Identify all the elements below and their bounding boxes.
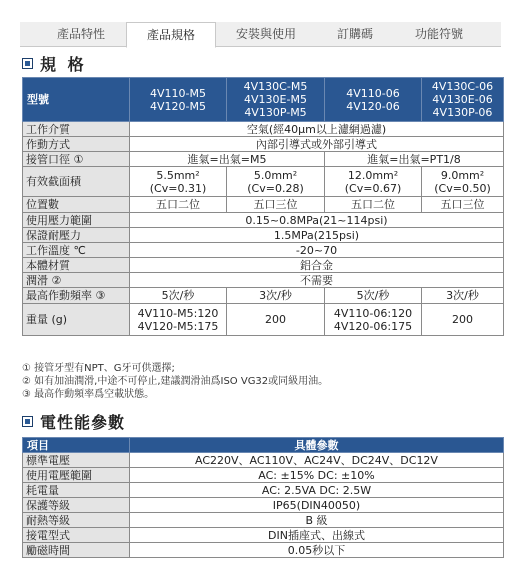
- row-value: 200: [422, 304, 504, 336]
- row-value: 12.0mm² (Cv=0.67): [325, 167, 422, 197]
- electrical-row: [23, 483, 504, 498]
- spec-heading: [22, 54, 87, 72]
- footnotes: [22, 362, 328, 401]
- electrical-row: [23, 498, 504, 513]
- row-value: 3次/秒: [422, 288, 504, 304]
- spec-row-medium: [23, 122, 504, 137]
- model-name: 4V130E-M5: [244, 93, 307, 106]
- electrical-table: [22, 437, 504, 558]
- square-bullet-icon: [22, 416, 33, 427]
- row-value: 不需要: [130, 273, 504, 288]
- row-label: 耐熱等級: [23, 513, 130, 528]
- row-value: 1.5MPa(215psi): [130, 228, 504, 243]
- row-value: 3次/秒: [227, 288, 325, 304]
- row-value: 五口二位: [325, 197, 422, 213]
- row-value: 4V110-06:120 4V120-06:175: [325, 304, 422, 336]
- row-label: 接電型式: [23, 528, 130, 543]
- model-name: 4V130P-M5: [244, 106, 307, 119]
- electrical-heading: [22, 412, 125, 430]
- row-value: 0.05秒以下: [130, 543, 504, 558]
- tab-bar: [20, 22, 501, 47]
- tab-symbols[interactable]: 功能符號: [414, 27, 463, 41]
- row-label: 有效截面積: [23, 167, 130, 197]
- row-label: 最高作動頻率 ③: [23, 288, 130, 304]
- row-value: 進氣=出氣=PT1/8: [325, 152, 504, 167]
- row-label: 潤滑 ②: [23, 273, 130, 288]
- row-label: 使用壓力範圍: [23, 213, 130, 228]
- spec-row-port: [23, 152, 504, 167]
- row-label: 位置數: [23, 197, 130, 213]
- model-label: 型號: [23, 78, 130, 122]
- electrical-row: [23, 528, 504, 543]
- row-label: 重量 (g): [23, 304, 130, 336]
- spec-header-row: [23, 78, 504, 122]
- tab-specs[interactable]: 產品規格: [126, 22, 216, 48]
- row-value: IP65(DIN40050): [130, 498, 504, 513]
- row-value: 200: [227, 304, 325, 336]
- row-value: 5次/秒: [325, 288, 422, 304]
- spec-row-lube: [23, 273, 504, 288]
- model-group-4: [422, 78, 504, 122]
- model-group-1: [130, 78, 227, 122]
- row-label: 勵磁時間: [23, 543, 130, 558]
- row-value: 5.0mm² (Cv=0.28): [227, 167, 325, 197]
- row-label: 標準電壓: [23, 453, 130, 468]
- spec-row-area: [23, 167, 504, 197]
- model-name: 4V120-M5: [150, 99, 206, 113]
- footnote: ③ 最高作動頻率爲空載狀態。: [22, 389, 155, 400]
- row-value: 空氣(經40μm以上濾網過濾): [130, 122, 504, 137]
- row-value: 五口三位: [227, 197, 325, 213]
- spec-row-position: [23, 197, 504, 213]
- spec-row-material: [23, 258, 504, 273]
- row-value: 5次/秒: [130, 288, 227, 304]
- model-group-3: [325, 78, 422, 122]
- row-label: 工作溫度 ℃: [23, 243, 130, 258]
- spec-row-proof: [23, 228, 504, 243]
- footnote: ① 接管牙型有NPT、G牙可供選擇;: [22, 363, 175, 374]
- spec-title: 規 格: [40, 54, 87, 74]
- row-label: 工作介質: [23, 122, 130, 137]
- row-value: 0.15~0.8MPa(21~114psi): [130, 213, 504, 228]
- row-value: B 級: [130, 513, 504, 528]
- row-label: 本體材質: [23, 258, 130, 273]
- row-label: 作動方式: [23, 137, 130, 152]
- row-label: 使用電壓範圍: [23, 468, 130, 483]
- row-value: 5.5mm² (Cv=0.31): [130, 167, 227, 197]
- row-label: 保護等級: [23, 498, 130, 513]
- row-value: DIN插座式、出線式: [130, 528, 504, 543]
- electrical-row: [23, 468, 504, 483]
- model-name: 4V130C-06: [431, 80, 494, 93]
- model-name: 4V110-06: [346, 86, 400, 100]
- model-name: 4V120-06: [346, 99, 400, 113]
- row-value: AC: ±15% DC: ±10%: [130, 468, 504, 483]
- model-name: 4V130E-06: [432, 93, 493, 106]
- spec-row-temp: [23, 243, 504, 258]
- model-name: 4V130C-M5: [243, 80, 308, 93]
- row-value: 9.0mm² (Cv=0.50): [422, 167, 504, 197]
- model-group-2: [227, 78, 325, 122]
- spec-row-frequency: [23, 288, 504, 304]
- model-name: 4V110-M5: [150, 86, 206, 100]
- row-value: 內部引導式或外部引導式: [130, 137, 504, 152]
- electrical-title: 電性能參數: [40, 412, 126, 432]
- row-value: 五口三位: [422, 197, 504, 213]
- tab-install[interactable]: 安裝與使用: [235, 27, 296, 41]
- row-value: 鋁合金: [130, 258, 504, 273]
- row-value: 五口二位: [130, 197, 227, 213]
- tab-features[interactable]: 產品特性: [56, 27, 105, 41]
- spec-table: [22, 77, 504, 336]
- spec-row-pressure: [23, 213, 504, 228]
- footnote: ② 如有加油潤滑,中途不可停止,建議潤滑油爲ISO VG32或同級用油。: [22, 376, 329, 387]
- params-header: 具體參數: [130, 438, 504, 453]
- row-value: AC: 2.5VA DC: 2.5W: [130, 483, 504, 498]
- row-value: 4V110-M5:120 4V120-M5:175: [130, 304, 227, 336]
- spec-row-weight: [23, 304, 504, 336]
- electrical-row: [23, 543, 504, 558]
- row-label: 保證耐壓力: [23, 228, 130, 243]
- spec-row-action: [23, 137, 504, 152]
- tab-order-code[interactable]: 訂購碼: [336, 27, 373, 41]
- model-name: 4V130P-06: [432, 106, 493, 119]
- row-label: 耗電量: [23, 483, 130, 498]
- row-value: -20~70: [130, 243, 504, 258]
- row-label: 接管口徑 ①: [23, 152, 130, 167]
- item-header: 項目: [23, 438, 130, 453]
- electrical-row: [23, 453, 504, 468]
- electrical-row: [23, 513, 504, 528]
- row-value: AC220V、AC110V、AC24V、DC24V、DC12V: [130, 453, 504, 468]
- row-value: 進氣=出氣=M5: [130, 152, 325, 167]
- square-bullet-icon: [22, 58, 33, 69]
- electrical-header-row: [23, 438, 504, 453]
